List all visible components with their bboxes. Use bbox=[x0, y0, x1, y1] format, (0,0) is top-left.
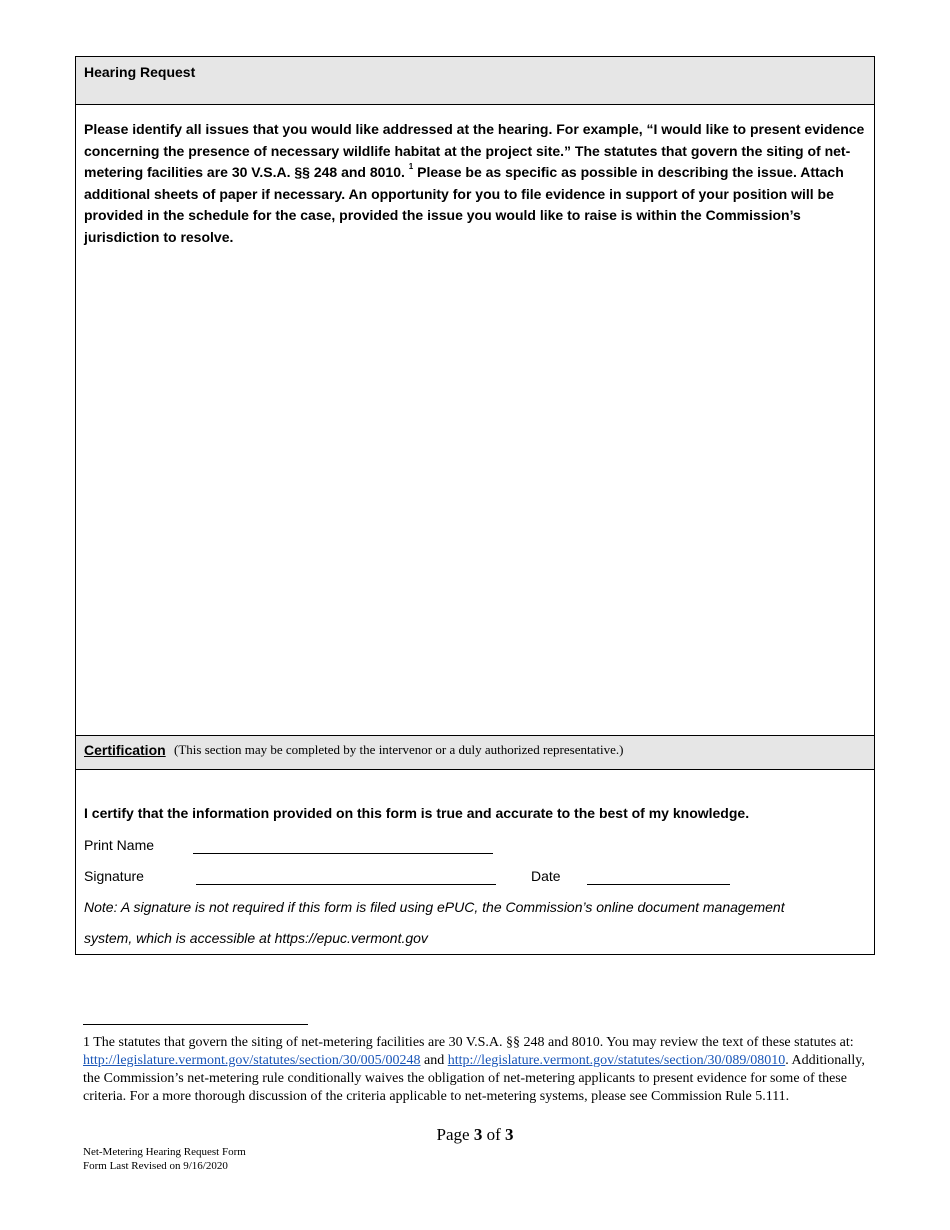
footnote: 1 The statutes that govern the siting of net-metering facilities are 30 V.S.A. §§ 248 and 8010. You may review the text of these statutes at: http://legislature.vermont.gov/statutes/section/30/005/00248 and http://legislature.vermont.gov/statutes/section/30/089/08010. Additionally, the Commission’s net-metering rule conditionally waives the obligation of net-metering applicants to present evidence for some of these criteria. For a more thorough discussion of the criteria applicable to net-metering systems, please see Commission Rule 5.111. bbox=[83, 1035, 865, 1104]
date-field[interactable] bbox=[587, 884, 730, 885]
footnote-number: 1 bbox=[83, 1035, 90, 1050]
signature-note-line-2: system, which is accessible at https://epuc.vermont.gov bbox=[84, 930, 428, 946]
form-revised-date: Form Last Revised on 9/16/2020 bbox=[83, 1160, 228, 1172]
certification-statement: I certify that the information provided on this form is true and accurate to the best of my knowledge. bbox=[84, 805, 750, 821]
statute-248-link[interactable]: http://legislature.vermont.gov/statutes/section/30/005/00248 bbox=[83, 1053, 421, 1068]
signature-label: Signature bbox=[84, 868, 144, 884]
footnote-reference[interactable]: 1 bbox=[408, 162, 414, 171]
hearing-request-header bbox=[76, 57, 874, 105]
certification-note: (This section may be completed by the intervenor or a duly authorized representative.) bbox=[174, 742, 624, 757]
date-label: Date bbox=[531, 868, 561, 884]
current-page: 3 bbox=[473, 1125, 483, 1144]
hearing-request-form bbox=[75, 56, 875, 955]
section-title: Hearing Request bbox=[84, 64, 196, 80]
form-name: Net-Metering Hearing Request Form bbox=[83, 1146, 246, 1158]
print-name-label: Print Name bbox=[84, 837, 155, 853]
issues-response-area[interactable] bbox=[84, 257, 868, 727]
certification-title: Certification bbox=[84, 742, 166, 758]
signature-field[interactable] bbox=[196, 884, 496, 885]
signature-note-line-1: Note: A signature is not required if this form is filed using ePUC, the Commission’s online document management bbox=[84, 899, 785, 915]
total-pages: 3 bbox=[504, 1125, 514, 1144]
hearing-instructions: Please identify all issues that you would like addressed at the hearing. For example, “I would like to present evidence concerning the presence of necessary wildlife habitat at the project site.” The statutes that govern the siting of net-metering facilities are 30 V.S.A. §§ 248 and 8010. $^1$ Please be as specific as possible in describing the issue. Attach additional sheets of paper if necessary. An opportunity for you to file evidence in support of your position will be provided in the schedule for the case, provided the issue you would like to raise is within the Commission’s jurisdiction to resolve. bbox=[84, 121, 865, 245]
print-name-field[interactable] bbox=[193, 853, 493, 854]
page-number: Page 3 of 3 bbox=[436, 1125, 514, 1144]
statute-8010-link[interactable]: http://legislature.vermont.gov/statutes/section/30/089/08010 bbox=[447, 1053, 786, 1068]
certification-header bbox=[76, 735, 874, 770]
footnote-separator bbox=[83, 1024, 308, 1025]
